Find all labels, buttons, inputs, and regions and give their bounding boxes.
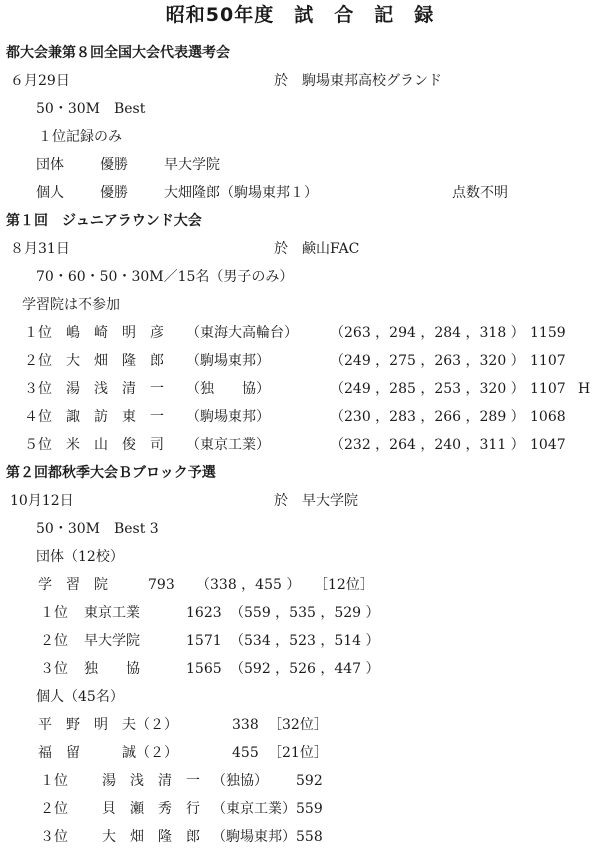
score-note: 点数不明 — [452, 185, 508, 201]
rank-label: ３位 — [24, 381, 52, 397]
archer-name: 米 山 俊 司 — [66, 437, 164, 453]
page-title: 昭和50年度 試 合 記 録 — [165, 4, 435, 26]
total-score: 1047 — [530, 437, 566, 453]
archer-name: 湯 浅 清 一 — [102, 773, 200, 789]
section-heading-tournament: 第２回都秋季大会Ｂブロック予選 — [6, 465, 216, 481]
event-date: 10月12日 — [10, 493, 74, 509]
team-score-detail: （534 ，523 ，514 ） — [230, 633, 380, 649]
individual-score: 559 — [296, 801, 323, 817]
event-note: １位記録のみ — [38, 129, 122, 145]
rank-label: ２位 — [40, 801, 68, 817]
event-note: 学習院は不参加 — [22, 297, 120, 313]
event-distances: 50・30M Best — [36, 101, 146, 117]
archer-name: 貝 瀬 秀 行 — [102, 801, 200, 817]
team-header: 団体（12校） — [36, 549, 124, 565]
school-name: （駒場東邦） — [186, 409, 270, 425]
event-distances: 50・30M Best 3 — [36, 521, 159, 537]
individual-label: 個人 — [36, 185, 64, 201]
individual-score: 558 — [296, 829, 323, 845]
school-name: （東京工業） — [186, 437, 270, 453]
event-venue: 於 鹸山FAC — [274, 241, 360, 257]
event-distances: 70・60・50・30M／15名（男子のみ） — [36, 269, 294, 285]
member-place: ［21位］ — [268, 745, 328, 761]
distance-scores: （249 ，275 ，263 ，320 ） — [330, 353, 525, 369]
member-name: 福 留 誠（２） — [38, 745, 178, 761]
total-score: 1159 — [530, 325, 566, 341]
total-score: 1107 — [530, 381, 566, 397]
school-name: （独 協） — [186, 381, 270, 397]
team-score-detail: （592 ，526 ，447 ） — [230, 661, 380, 677]
school-name: （駒場東邦） — [186, 353, 270, 369]
member-score: 455 — [232, 745, 259, 761]
team-label: 団体 — [36, 157, 64, 173]
member-score: 338 — [232, 717, 259, 733]
rank-label: ４位 — [24, 409, 52, 425]
event-venue: 於 早大学院 — [274, 493, 358, 509]
team-score-detail: （559 ，535 ，529 ） — [230, 605, 380, 621]
rank-label: ３位 — [40, 829, 68, 845]
archer-name: 嶋 崎 明 彦 — [66, 325, 164, 341]
rank-label: ５位 — [24, 437, 52, 453]
distance-scores: （232 ，264 ，240 ，311 ） — [330, 437, 525, 453]
school-name: （独協） — [212, 773, 268, 789]
section-heading-tournament: 第１回 ジュニアラウンド大会 — [6, 213, 202, 229]
score-mark: H — [578, 381, 591, 397]
rank-label: ３位 — [40, 661, 68, 677]
team-score: 1571 — [186, 633, 222, 649]
distance-scores: （230 ，283 ，266 ，289 ） — [330, 409, 525, 425]
school-name: （駒場東邦） — [212, 829, 296, 845]
total-score: 1107 — [530, 353, 566, 369]
archer-name: 大 畑 隆 郎 — [66, 353, 164, 369]
distance-scores: （249 ，285 ，253 ，320 ） — [330, 381, 525, 397]
rank-label: １位 — [40, 605, 68, 621]
rank-label: １位 — [24, 325, 52, 341]
individual-header: 個人（45名） — [36, 689, 124, 705]
rank-label: ２位 — [40, 633, 68, 649]
team-score: 1623 — [186, 605, 222, 621]
school-name: （東海大高輪台） — [186, 325, 298, 341]
individual-winner: 大畑隆郎（駒場東邦１） — [164, 185, 318, 201]
gakushuin-score: 793 — [148, 577, 175, 593]
team-name: 東京工業 — [84, 605, 140, 621]
member-place: ［32位］ — [268, 717, 328, 733]
event-date: ６月29日 — [10, 73, 70, 89]
archer-name: 湯 浅 清 一 — [66, 381, 164, 397]
total-score: 1068 — [530, 409, 566, 425]
gakushuin-detail: （338 ，455 ） — [196, 577, 301, 593]
archer-name: 大 畑 隆 郎 — [102, 829, 200, 845]
member-name: 平 野 明 夫（２） — [38, 717, 178, 733]
individual-result: 優勝 — [100, 185, 128, 201]
team-winner: 早大学院 — [164, 157, 220, 173]
event-venue: 於 駒場東邦高校グランド — [274, 73, 442, 89]
gakushuin-place: ［12位］ — [314, 577, 374, 593]
team-result: 優勝 — [100, 157, 128, 173]
event-date: ８月31日 — [10, 241, 70, 257]
rank-label: １位 — [40, 773, 68, 789]
team-score: 1565 — [186, 661, 222, 677]
section-heading-tournament: 都大会兼第８回全国大会代表選考会 — [6, 45, 230, 61]
rank-label: ２位 — [24, 353, 52, 369]
individual-score: 592 — [296, 773, 323, 789]
team-name: 早大学院 — [84, 633, 140, 649]
gakushuin-name: 学 習 院 — [38, 577, 108, 593]
school-name: （東京工業） — [212, 801, 296, 817]
distance-scores: （263 ，294 ，284 ，318 ） — [330, 325, 525, 341]
team-name: 独 協 — [84, 661, 140, 677]
archer-name: 諏 訪 東 一 — [66, 409, 164, 425]
